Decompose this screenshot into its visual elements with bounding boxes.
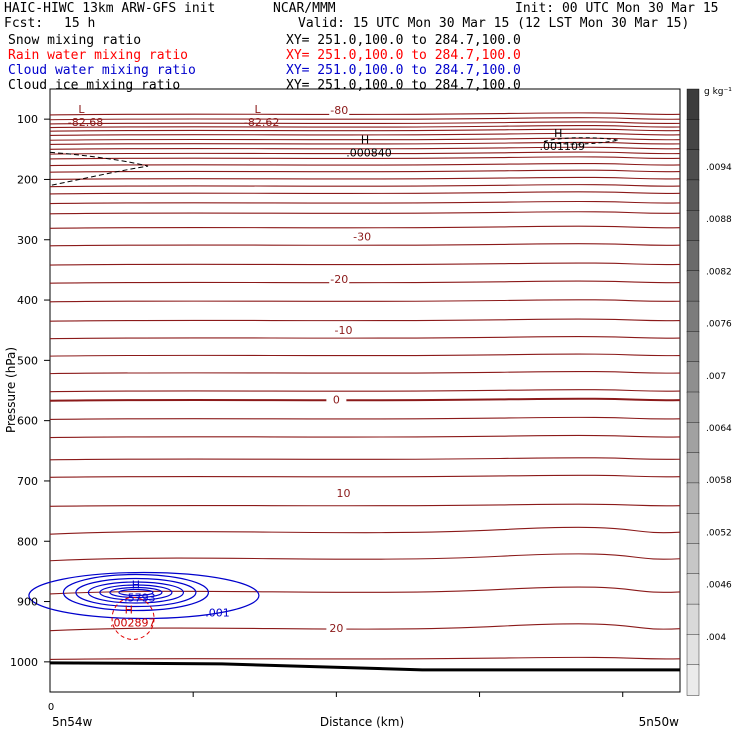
- colorbar-swatch: [687, 604, 699, 635]
- colorbar-swatch: [687, 544, 699, 575]
- y-tick-label: 1000: [10, 655, 38, 669]
- temperature-contour: [50, 435, 680, 437]
- terrain-line: [50, 663, 680, 670]
- colorbar-swatch: [687, 210, 699, 241]
- snow-contour: [50, 152, 148, 185]
- field-xy-cloud-ice: XY= 251.0,100.0 to 284.7,100.0: [286, 78, 521, 93]
- contour-label: -30: [353, 230, 372, 244]
- forecast-hour: 15 h: [64, 16, 96, 31]
- temperature-contour: [50, 202, 680, 204]
- colorbar-label: .0058: [706, 476, 732, 487]
- contour-label: 10: [336, 487, 351, 501]
- colorbar-swatch: [687, 574, 699, 605]
- colorbar-label: .007: [706, 371, 727, 382]
- axes: [10, 113, 623, 697]
- y-tick-label: 800: [17, 535, 38, 549]
- temperature-contour: [50, 657, 680, 659]
- extremum-symbol: L: [78, 103, 85, 117]
- colorbar-label: .0046: [706, 580, 732, 591]
- temperature-contour: [50, 177, 680, 179]
- temperature-contour: [50, 185, 680, 187]
- temperature-contour: [50, 129, 680, 131]
- colorbar-label: .0076: [706, 319, 732, 330]
- colorbar-swatch: [687, 331, 699, 362]
- y-tick-label: 300: [17, 233, 38, 247]
- colorbar: [687, 89, 732, 696]
- temperature-contour: [50, 337, 680, 339]
- colorbar-label: .0082: [706, 267, 732, 278]
- temperature-contour: [50, 126, 680, 128]
- colorbar-swatch: [687, 150, 699, 181]
- temperature-contour: [50, 372, 680, 374]
- colorbar-label: .0088: [706, 215, 732, 226]
- contour-label: 0: [332, 393, 340, 407]
- colorbar-swatch: [687, 634, 699, 665]
- extremum-symbol: H: [124, 603, 133, 617]
- extremum-value: .001109: [539, 140, 586, 154]
- valid-time: Valid: 15 UTC Mon 30 Mar 15 (12 LST Mon 30 Mar 15): [298, 16, 690, 31]
- extremum-value: .000840: [346, 146, 392, 160]
- colorbar-swatch: [687, 301, 699, 332]
- extremum-value: .5793: [124, 591, 156, 605]
- org-label: NCAR/MMM: [273, 1, 336, 16]
- colorbar-unit: g kg⁻¹: [704, 87, 732, 97]
- contour-label: -10: [334, 324, 353, 338]
- y-tick-label: 500: [17, 354, 38, 368]
- temperature-contour: [50, 263, 680, 265]
- contour-label: -20: [330, 272, 349, 286]
- y-tick-label: 600: [17, 414, 38, 428]
- colorbar-swatch: [687, 513, 699, 544]
- temperature-contour: [50, 212, 680, 214]
- y-tick-label: 900: [17, 595, 38, 609]
- extremum-symbol: H: [360, 133, 370, 147]
- temperature-contour: [50, 244, 680, 246]
- x-axis-label: Distance (km): [319, 715, 405, 729]
- temperature-contour: [50, 300, 680, 302]
- field-name-cloud-water: Cloud water mixing ratio: [8, 63, 196, 78]
- temperature-contour: [50, 475, 680, 477]
- extremum-symbol: H: [131, 578, 141, 592]
- colorbar-label: .0064: [706, 424, 732, 434]
- colorbar-swatch: [687, 89, 699, 120]
- field-name-rain: Rain water mixing ratio: [8, 48, 189, 63]
- field-name-snow: Snow mixing ratio: [8, 33, 142, 48]
- temperature-contour: [50, 281, 680, 283]
- y-axis-label: Pressure (hPa): [4, 346, 18, 434]
- x-tick-label-0: 0: [47, 702, 55, 713]
- temperature-contour: [50, 164, 680, 166]
- temperature-contour: [50, 113, 680, 115]
- x-end-label-left: 5n54w: [52, 715, 93, 729]
- model-title: HAIC-HIWC 13km ARW-GFS init: [4, 1, 216, 16]
- temperature-contour: [50, 390, 680, 392]
- y-tick-label: 400: [17, 294, 38, 308]
- extremum-symbol: L: [254, 103, 261, 117]
- temperature-contour: [50, 122, 680, 124]
- colorbar-label: .004: [706, 632, 727, 643]
- field-xy-snow: XY= 251.0,100.0 to 284.7,100.0: [286, 33, 521, 48]
- colorbar-swatch: [687, 483, 699, 514]
- temperature-contour: [50, 458, 680, 460]
- colorbar-label: .0094: [706, 163, 732, 173]
- colorbar-swatch: [687, 362, 699, 393]
- forecast-label: Fcst:: [4, 16, 44, 31]
- temperature-contour: [50, 118, 680, 120]
- y-tick-label: 100: [17, 113, 38, 127]
- temperature-contour: [50, 527, 680, 534]
- extremum-value: .002897: [110, 616, 156, 630]
- temperature-contour: [50, 504, 680, 506]
- colorbar-swatch: [687, 180, 699, 211]
- colorbar-swatch: [687, 271, 699, 302]
- colorbar-swatch: [687, 665, 699, 696]
- cloud-water-contour-label: .001: [205, 606, 230, 620]
- field-xy-rain: XY= 251.0,100.0 to 284.7,100.0: [286, 48, 521, 63]
- field-name-cloud-ice: Cloud ice mixing ratio: [8, 78, 181, 93]
- colorbar-swatch: [687, 392, 699, 423]
- temperature-contour: [50, 354, 680, 356]
- colorbar-swatch: [687, 453, 699, 484]
- colorbar-label: .0052: [706, 528, 732, 539]
- extremum-value: -82.62: [243, 116, 280, 130]
- colorbar-swatch: [687, 241, 699, 272]
- temperature-contour: [50, 170, 680, 172]
- colorbar-swatch: [687, 119, 699, 150]
- y-tick-label: 200: [17, 173, 38, 187]
- temperature-contour: [50, 554, 680, 561]
- temperature-contour: [50, 192, 680, 194]
- colorbar-swatch: [687, 422, 699, 453]
- y-tick-label: 700: [17, 474, 38, 488]
- x-end-label-right: 5n50w: [638, 715, 679, 729]
- temperature-contour: [50, 226, 680, 228]
- contour-label: 20: [329, 622, 344, 636]
- temperature-contour: [50, 399, 680, 401]
- field-xy-cloud-water: XY= 251.0,100.0 to 284.7,100.0: [286, 63, 521, 78]
- extremum-symbol: H: [554, 127, 563, 141]
- extremum-value: -82.68: [67, 116, 104, 130]
- init-time: Init: 00 UTC Mon 30 Mar 15: [515, 1, 719, 16]
- temperature-contour: [50, 417, 680, 419]
- temperature-contour: [50, 319, 680, 321]
- contour-label: -80: [330, 104, 349, 118]
